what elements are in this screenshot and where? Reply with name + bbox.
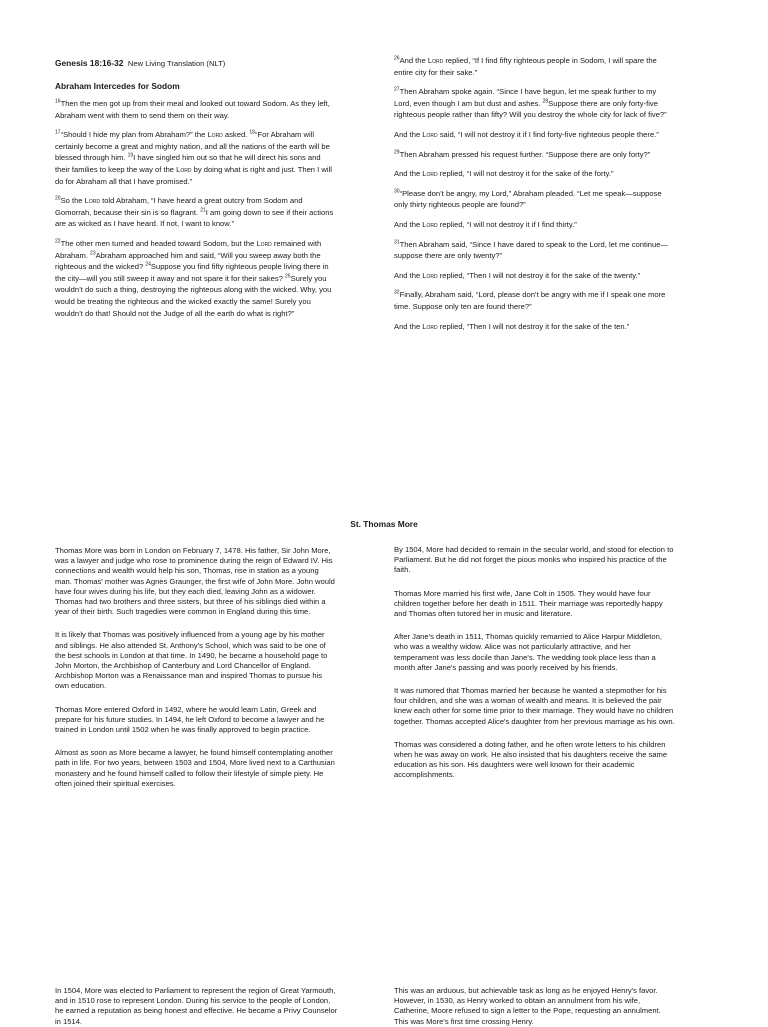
verse-paragraph: And the Lord replied, “Then I will not destroy it for the sake of the ten.” xyxy=(394,321,630,331)
paragraph: Thomas More married his first wife, Jane Colt in 1505. They would have four children together before her death in 1511. Their marriage was reportedly happy and Thomas often tutored her in music and literature. xyxy=(394,588,663,619)
divine-name: Lord xyxy=(84,196,100,206)
genesis-left-column xyxy=(55,53,337,327)
divine-name: Lord xyxy=(427,56,444,65)
verse-paragraph: $^{27}$Then Abraham spoke again. “Since I have begun, let me speak further to my Lord, even though I am but dust and ashes. $^{28}$Suppose there are only forty-five righteous people rather than fifty? Will you destroy the whole city for lack of five?” xyxy=(394,86,667,120)
divine-name: Lord xyxy=(256,238,272,248)
more-right-column xyxy=(394,545,676,794)
verse-number: 16 xyxy=(55,98,61,105)
verse-number: 30 xyxy=(394,188,400,195)
verse-number: 21 xyxy=(200,207,206,214)
verse-number: 17 xyxy=(55,129,61,136)
verse-number: 27 xyxy=(394,86,400,93)
more-bottom-right xyxy=(394,986,676,1027)
paragraph: By 1504, More had decided to remain in the secular world, and stood for election to Parliament. But he did not forget the pious monks who inspired his practice of the faith. xyxy=(394,545,674,575)
paragraph: Thomas More entered Oxford in 1492, where he would learn Latin, Greek and prepare for his future studies. In 1494, he left Oxford to become a lawyer and he trained in London until 1502 when he was finally approved to begin practice. xyxy=(55,704,325,735)
bible-version: New Living Translation (NLT) xyxy=(127,59,226,68)
divine-name: Lord xyxy=(207,130,223,140)
article-title: St. Thomas More xyxy=(350,519,418,529)
genesis-right-column xyxy=(394,55,674,340)
verse-number: 28 xyxy=(542,98,549,105)
verse-paragraph: And the Lord said, “I will not destroy it if I find forty-five righteous people there.” xyxy=(394,129,659,139)
verse-paragraph: $^{32}$Finally, Abraham said, “Lord, please don’t be angry with me if I speak one more time. Suppose only ten are found there?” xyxy=(394,289,666,311)
verse-number: 18 xyxy=(249,129,255,136)
verse-paragraph: $^{31}$Then Abraham said, “Since I have dared to speak to the Lord, let me continue—suppose there are only twenty?” xyxy=(394,239,669,261)
verse-paragraph: $^{29}$Then Abraham pressed his request further. “Suppose there are only forty?” xyxy=(394,149,651,159)
more-bottom-left xyxy=(55,986,340,1027)
paragraph: In 1504, More was elected to Parliament to represent the region of Great Yarmouth, and in 1510 rose to represent London. During his service to the people of London, he earned a reputation as being honest and effective. He became a Privy Counselor in 1514. xyxy=(55,986,338,1026)
verse-paragraph: $^{30}$“Please don’t be angry, my Lord,” Abraham pleaded. “Let me speak—suppose only thirty righteous people are found?” xyxy=(394,188,662,210)
verses-right xyxy=(394,55,674,332)
verse-paragraph: $^{17}$“Should I hide my plan from Abraham?” the Lord asked. $^{18}$“For Abraham will certainly become a great and mighty nation, and all the nations of the earth will be blessed through him. $^{19}$I have singled him out so that he will direct his sons and their families to keep the way of the Lord by doing what is right and just. Then I will do for Abraham all that I have promised.” xyxy=(55,129,332,186)
paragraph: Thomas More was born in London on February 7, 1478. His father, Sir John More, was a lawyer and judge who rose to prominence during the reign of Edward IV. His connections and wealth would help his son, Thomas, rise in station as a young man. Thomas' mother was Agnes Graunger, the first wife of John More. John would have four wives during his life, but they each died, leaving John as a widower. Thomas had two brothers and three sisters, but three of his siblings died within a year of their birth. Such tragedies were common in England during this time. xyxy=(55,546,335,617)
verses-left xyxy=(55,98,337,319)
paragraph: It is likely that Thomas was positively influenced from a young age by his mother and siblings. He also attended St. Anthony's School, which was said to be one of the best schools in London at that time. In 1490, he became a household page to John Morton, the Archbishop of Canterbury and Lord Chancellor of England. Archbishop Morton was a Renaissance man and inspired Thomas to pursue his own education. xyxy=(55,630,328,691)
verse-paragraph: $^{26}$And the Lord replied, “If I find fifty righteous people in Sodom, I will spare the entire city for their sake.” xyxy=(394,55,657,77)
verse-paragraph: And the Lord replied, “Then I will not destroy it for the sake of the twenty.” xyxy=(394,270,641,280)
verse-number: 23 xyxy=(90,250,96,256)
divine-name: Lord xyxy=(422,219,438,229)
verse-number: 19 xyxy=(127,152,134,159)
verse-number: 29 xyxy=(394,149,400,156)
verse-number: 20 xyxy=(55,195,61,202)
divine-name: Lord xyxy=(422,270,438,280)
paragraph: After Jane's death in 1511, Thomas quickly remarried to Alice Harpur Middleton, who was a wealthy widow. Alice was not particularly attractive, and her temperament was less docile than Jane's. The wedding took place less than a month after Jane's passing and was poorly received by his friends. xyxy=(394,632,662,672)
verse-paragraph: And the Lord replied, “I will not destroy it for the sake of the forty.” xyxy=(394,169,614,179)
verse-paragraph: And the Lord replied, “I will not destroy it if I find thirty.” xyxy=(394,219,577,229)
divine-name: Lord xyxy=(422,129,438,139)
verse-number: 26 xyxy=(394,55,400,62)
divine-name: Lord xyxy=(176,164,192,174)
divine-name: Lord xyxy=(422,321,438,331)
verse-number: 31 xyxy=(394,239,400,245)
paragraph: Thomas was considered a doting father, and he often wrote letters to his children when he was away on work. He also insisted that his daughters receive the same education as his son. His daughters were well known for their academic accomplishments. xyxy=(394,739,668,780)
passage-reference: Genesis 18:16-32 xyxy=(55,58,124,68)
verse-number: 25 xyxy=(285,273,291,280)
verse-number: 22 xyxy=(55,238,61,245)
paragraph: Almost as soon as More became a lawyer, he found himself contemplating another path in life. For two years, between 1503 and 1504, More lived next to a Carthusian monastery and he found himself called to follow their lifestyle of simple piety. He often joined their spiritual exercises. xyxy=(55,748,335,788)
paragraph: It was rumored that Thomas married her because he wanted a stepmother for his four children, and she was a woman of wealth and means. It is believed the pair knew each other for some time prior to their marriage. They would have no children together. Thomas accepted Alice's daughter from her previous marriage as his own. xyxy=(394,686,675,726)
verse-paragraph: $^{22}$The other men turned and headed toward Sodom, but the Lord remained with Abraham. $^{23}$Abraham approached him and said, “Will you sweep away both the righteous and the wicked? $^{24}$Suppose you find fifty righteous people living there in the city—will you still sweep it away and not spare it for their sakes? $^{25}$Surely you wouldn’t do such a thing, destroying the righteous along with the wicked. Why, you would be treating the righteous and the wicked exactly the same! Surely you wouldn’t do that! Should not the Judge of all the earth do what is right?” xyxy=(55,238,332,318)
passage-reference-line xyxy=(55,53,337,71)
divine-name: Lord xyxy=(422,169,438,179)
verse-paragraph: $^{16}$Then the men got up from their meal and looked out toward Sodom. As they left, Abraham went with them to send them on their way. xyxy=(55,98,330,120)
more-left-column xyxy=(55,546,337,802)
verse-paragraph: $^{20}$So the Lord told Abraham, “I have heard a great outcry from Sodom and Gomorrah, because their sin is so flagrant. $^{21}$I am going down to see if their actions are as wicked as I have heard. If not, I want to know.” xyxy=(55,195,334,229)
verse-number: 32 xyxy=(394,289,400,296)
passage-heading: Abraham Intercedes for Sodom xyxy=(55,81,180,91)
paragraph: This was an arduous, but achievable task as long as he enjoyed Henry's favor. However, in 1530, as Henry worked to obtain an annulment from his wife, Catherine, Moore refused to sign a letter to the Pope, requesting an annulment. This was More's first time crossing Henry. xyxy=(394,986,661,1026)
verse-number: 24 xyxy=(145,261,151,268)
